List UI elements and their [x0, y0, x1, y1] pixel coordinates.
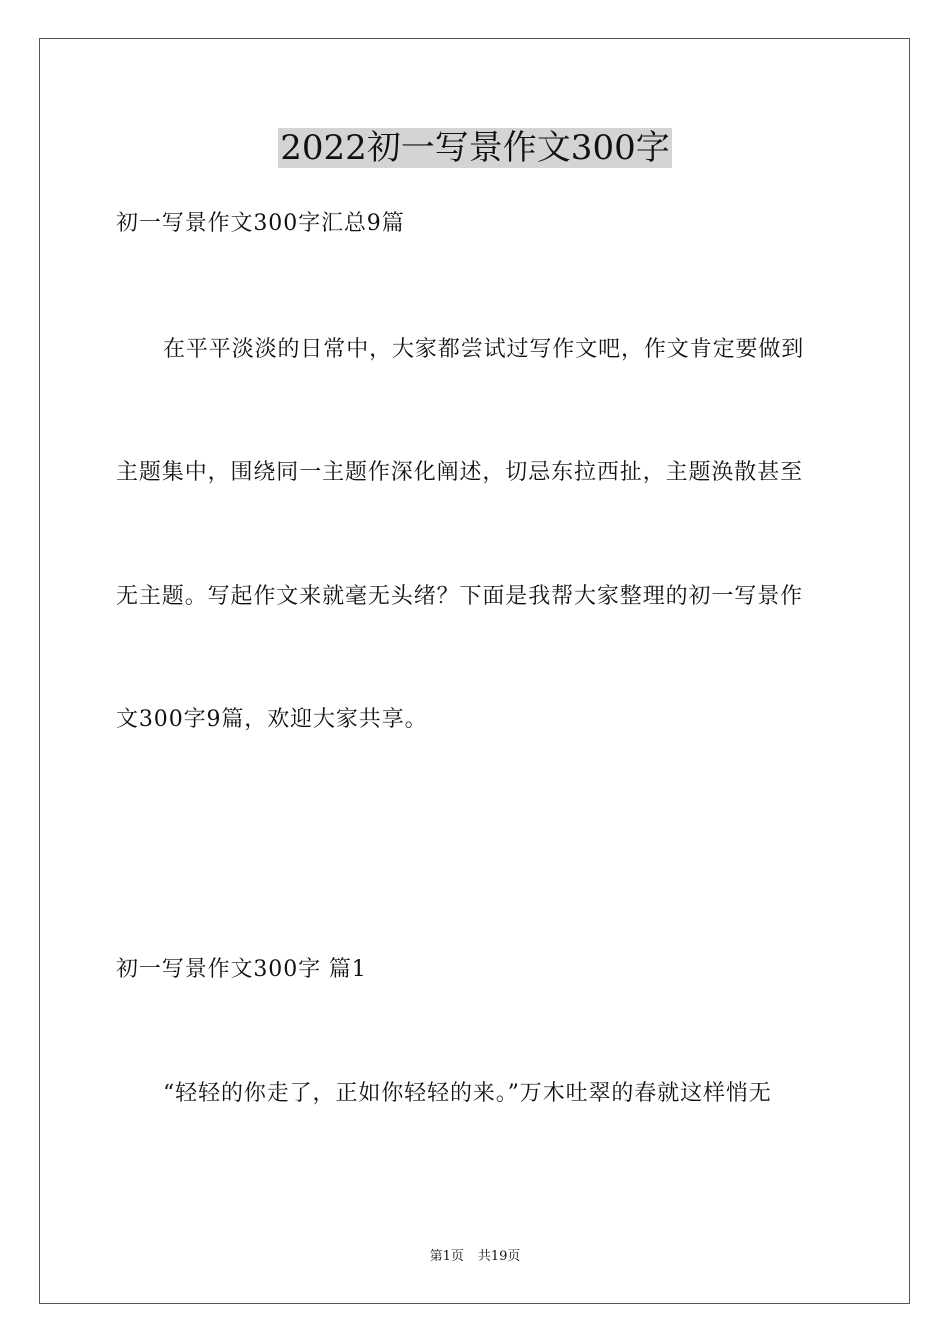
total-pages: 共19页	[477, 1249, 521, 1264]
document-subtitle: 初一写景作文300字汇总9篇	[116, 211, 405, 236]
page-number: 第1页	[429, 1249, 464, 1264]
section-heading: 初一写景作文300字 篇1	[116, 957, 367, 982]
intro-line-2: 主题集中，围绕同一主题作深化阐述，切忌东拉西扯，主题涣散甚至	[116, 460, 804, 485]
intro-line-3: 无主题。写起作文来就毫无头绪？下面是我帮大家整理的初一写景作	[116, 584, 804, 609]
title-container	[0, 128, 950, 168]
section-paragraph-line-1: “轻轻的你走了，正如你轻轻的来。”万木吐翠的春就这样悄无	[163, 1081, 772, 1106]
intro-line-4: 文300字9篇，欢迎大家共享。	[116, 707, 428, 732]
page-footer	[0, 1248, 950, 1266]
document-title: 2022初一写景作文300字	[280, 128, 670, 168]
intro-line-1: 在平平淡淡的日常中，大家都尝试过写作文吧，作文肯定要做到	[163, 337, 805, 362]
